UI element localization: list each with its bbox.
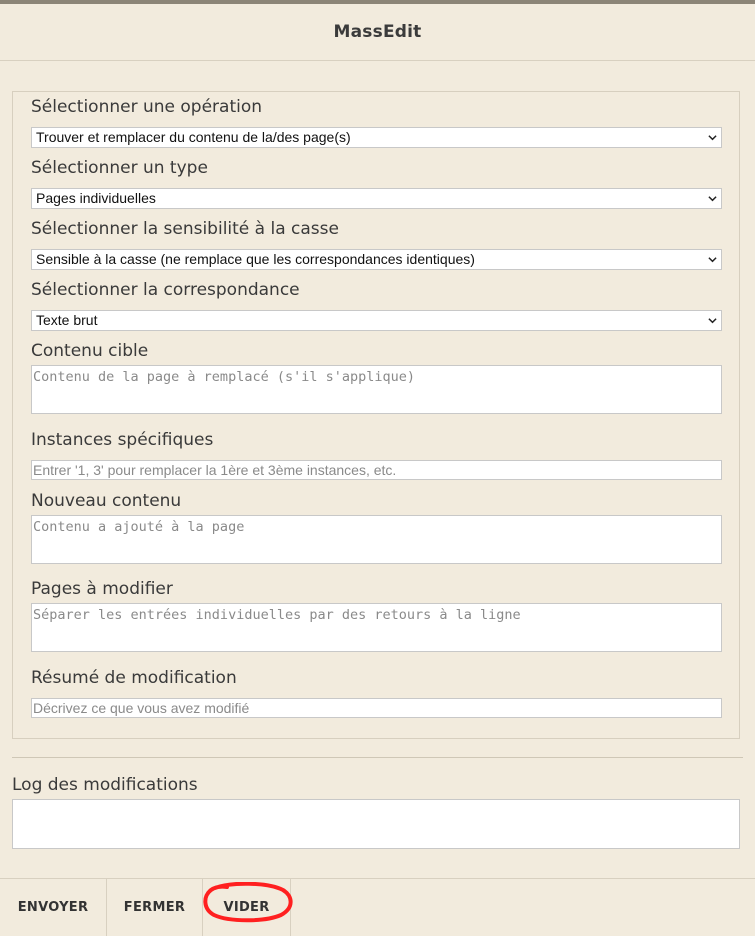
match-select[interactable] <box>31 310 722 331</box>
target-content-label: Contenu cible <box>31 341 149 361</box>
operation-select-value: Trouver et remplacer du contenu de la/des page(s) <box>36 129 351 145</box>
section-divider <box>12 757 743 758</box>
pages-label: Pages à modifier <box>31 579 173 599</box>
instances-label: Instances spécifiques <box>31 430 214 450</box>
type-select-value: Pages individuelles <box>36 190 156 206</box>
chevron-down-icon <box>708 316 717 325</box>
dialog-header <box>0 4 755 61</box>
chevron-down-icon <box>708 255 717 264</box>
new-content-label: Nouveau contenu <box>31 491 182 511</box>
dialog-footer <box>0 878 755 936</box>
log-textarea[interactable] <box>12 799 740 849</box>
match-label: Sélectionner la correspondance <box>31 280 300 300</box>
new-content-textarea[interactable]: Contenu a ajouté à la page <box>31 515 722 564</box>
chevron-down-icon <box>708 133 717 142</box>
log-label: Log des modifications <box>12 775 198 795</box>
type-select[interactable] <box>31 188 722 209</box>
operation-select[interactable] <box>31 127 722 148</box>
instances-input[interactable]: Entrer '1, 3' pour remplacer la 1ère et 3ème instances, etc. <box>31 460 722 480</box>
pages-textarea[interactable]: Séparer les entrées individuelles par des retours à la ligne <box>31 603 722 652</box>
summary-input[interactable]: Décrivez ce que vous avez modifié <box>31 698 722 718</box>
case-select[interactable] <box>31 249 722 270</box>
chevron-down-icon <box>708 194 717 203</box>
clear-button[interactable]: VIDER <box>203 879 291 936</box>
type-label: Sélectionner un type <box>31 158 208 178</box>
case-label: Sélectionner la sensibilité à la casse <box>31 219 339 239</box>
close-button[interactable]: FERMER <box>107 879 203 936</box>
target-content-textarea[interactable]: Contenu de la page à remplacé (s'il s'applique) <box>31 365 722 414</box>
summary-label: Résumé de modification <box>31 668 237 688</box>
send-button[interactable]: ENVOYER <box>0 879 107 936</box>
dialog-title: MassEdit <box>333 22 422 42</box>
match-select-value: Texte brut <box>36 312 98 328</box>
case-select-value: Sensible à la casse (ne remplace que les correspondances identiques) <box>36 251 475 267</box>
operation-label: Sélectionner une opération <box>31 97 263 117</box>
